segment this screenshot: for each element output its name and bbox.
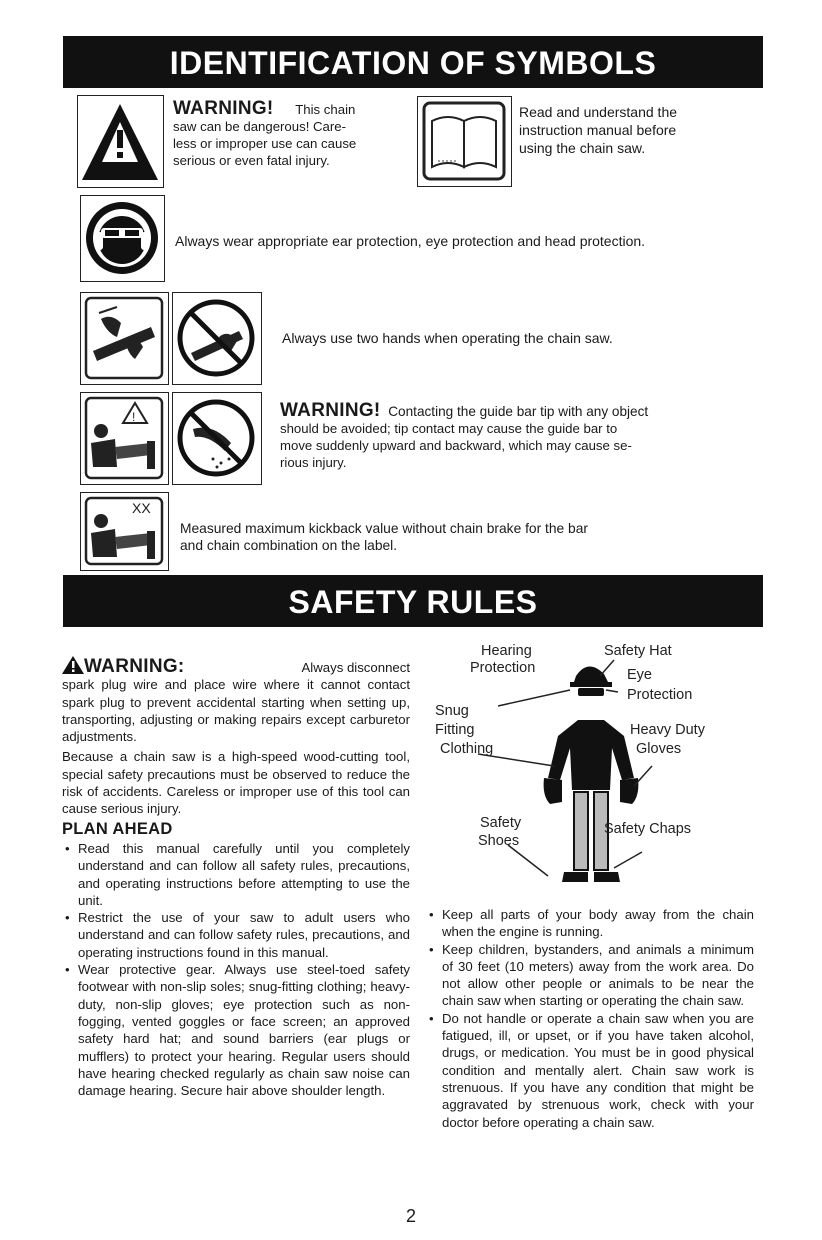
list-item: • Keep all parts of your body away from the chain when the engine is running. bbox=[426, 906, 754, 941]
warning-alert-icon bbox=[62, 656, 84, 674]
list-item: • Keep children, bystanders, and animals a minimum of 30 feet (10 meters) away from the work area. Do not allow other people or animals to be near the chain saw when starting or operating the chain saw. bbox=[426, 941, 754, 1010]
no-tip-contact-icon bbox=[173, 393, 260, 483]
measured-kickback-box bbox=[80, 492, 169, 571]
safety-warning-heading: WARNING: bbox=[84, 656, 185, 677]
gloves-label: Gloves bbox=[636, 741, 682, 757]
two-hand-grip-icon bbox=[81, 293, 167, 383]
kickback-warning-heading: WARNING! bbox=[280, 400, 381, 421]
warning-text-block: WARNING! This chain saw can be dangerous! Care- less or improper use can cause serious or even fatal injury. bbox=[173, 98, 357, 168]
instruction-book-icon bbox=[418, 97, 510, 185]
kickback-symbol-box bbox=[80, 392, 169, 485]
heavy-duty-label: Heavy Duty bbox=[630, 722, 705, 738]
measured-text-block: Measured maximum kickback value without chain brake for the bar and chain combination on the label. bbox=[180, 521, 588, 553]
manual-symbol-box bbox=[417, 96, 512, 187]
head-protection-icon bbox=[81, 196, 163, 280]
list-item: • Wear protective gear. Always use steel-toed safety footwear with non-slip soles; snug-fitting clothing; heavy-duty, non-slip gloves; eye protection such as non-fogging, vented goggles or face screen; an approved safety hard hat; and sound barriers (ear plugs or mufflers) to protect your hearing. Regular users should have hearing checked regularly as chain saw noise can damage hearing. Secure hair above shoulder length. bbox=[62, 961, 410, 1099]
kickback-text-block: WARNING! Contacting the guide bar tip with any object should be avoided; tip contact may cause the guide bar to move suddenly upward and backward, which may cause se- rious injury. bbox=[280, 400, 649, 470]
left-column: WARNING: Always disconnect spark plug wire and place wire where it cannot contact spark plug to prevent accidental starting when setting up, transporting, adjusting or making repairs except carburetor adjustments. Because a chain saw is a high-speed wood-cutting tool, special safety precautions must be observed to reduce the risk of accidents. Careless or improper use of this tool can cause serious injury. PLAN AHEAD • Read this manual carefully until you completely understand and can follow all safety rules, precautions, and operating instructions before attempting to use the unit. • Restrict the use of your saw to adult users who understand and can follow safety rules, precautions, and operating instructions found in this manual. • Wear protective gear. Always use steel-toed safety footwear with non-slip soles; snug-fitting clothing; heavy-duty, non-slip gloves; eye protection such as non-fogging, vented goggles or face screen; an approved safety hard hat; and sound barriers (ear plugs or mufflers) to protect your hearing. Regular users should have hearing checked regularly as chain saw noise can damage hearing. Secure hair above shoulder length. bbox=[62, 656, 410, 1099]
list-item: • Read this manual carefully until you completely understand and can follow all safety rules, precautions, and operating instructions before attempting to use the unit. bbox=[62, 840, 410, 909]
clothing-label: Clothing bbox=[440, 741, 494, 757]
safety-list bbox=[426, 906, 754, 1131]
safety-shoes-label-2: Shoes bbox=[478, 833, 520, 849]
warning-paragraph: spark plug wire and place wire where it cannot contact spark plug to prevent accidental starting when setting up, transporting, adjusting or making repairs except carburetor adjustments. bbox=[62, 677, 410, 745]
page-number: 2 bbox=[405, 1206, 416, 1226]
list-item: • Restrict the use of your saw to adult users who understand and can follow safety rules, precautions, and operating instructions found in this manual. bbox=[62, 909, 410, 961]
two-hands-text: Always use two hands when operating the chain saw. bbox=[282, 330, 613, 346]
safety-gear-figure bbox=[428, 640, 748, 902]
identification-banner: IDENTIFICATION OF SYMBOLS bbox=[63, 36, 763, 88]
plan-ahead-heading: PLAN AHEAD bbox=[62, 819, 173, 838]
hearing-protection-label: Protection bbox=[470, 660, 536, 676]
snug-label: Snug bbox=[435, 703, 469, 719]
hearing-label: Hearing bbox=[481, 643, 532, 659]
xx-label: XX bbox=[132, 500, 151, 516]
list-item: • Do not handle or operate a chain saw when you are fatigued, ill, or upset, or if you have taken alcohol, drugs, or medication. You must be in good physical condition and mentally alert. Chain saw work is strenuous. If you have any condition that might be aggravated by strenuous work, check with your doctor before operating a chain saw. bbox=[426, 1010, 754, 1131]
kickback-value-icon bbox=[81, 493, 167, 569]
high-speed-paragraph: Because a chain saw is a high-speed wood-cutting tool, special safety precautions must be observed to reduce the risk of accidents. Careless or improper use of this tool can cause serious injury. bbox=[62, 749, 410, 817]
warning-heading: WARNING! bbox=[173, 98, 274, 119]
fitting-label: Fitting bbox=[435, 722, 475, 738]
safety-chaps-label: Safety Chaps bbox=[604, 821, 692, 837]
safety-hat-label: Safety Hat bbox=[604, 643, 672, 659]
safety-shoes-label-1: Safety bbox=[480, 815, 522, 831]
eye-protection-label: Protection bbox=[627, 687, 693, 703]
two-hands-symbol-box bbox=[80, 292, 169, 385]
protection-symbol-box bbox=[80, 195, 165, 282]
warning-triangle-icon bbox=[78, 96, 162, 186]
no-tip-contact-box bbox=[172, 392, 262, 485]
plan-ahead-list bbox=[62, 840, 410, 1099]
safety-rules-banner: SAFETY RULES bbox=[63, 575, 763, 627]
one-hand-prohibited-box bbox=[172, 292, 262, 385]
manual-text-block: Read and understand the instruction manual before using the chain saw. bbox=[519, 104, 678, 156]
svg-text:!: ! bbox=[132, 410, 136, 424]
right-column bbox=[426, 906, 754, 1131]
no-one-hand-icon bbox=[173, 293, 260, 383]
eye-label: Eye bbox=[627, 667, 652, 683]
kickback-warning-icon bbox=[81, 393, 167, 483]
warning-symbol-box bbox=[77, 95, 164, 188]
protection-text: Always wear appropriate ear protection, eye protection and head protection. bbox=[175, 233, 646, 249]
